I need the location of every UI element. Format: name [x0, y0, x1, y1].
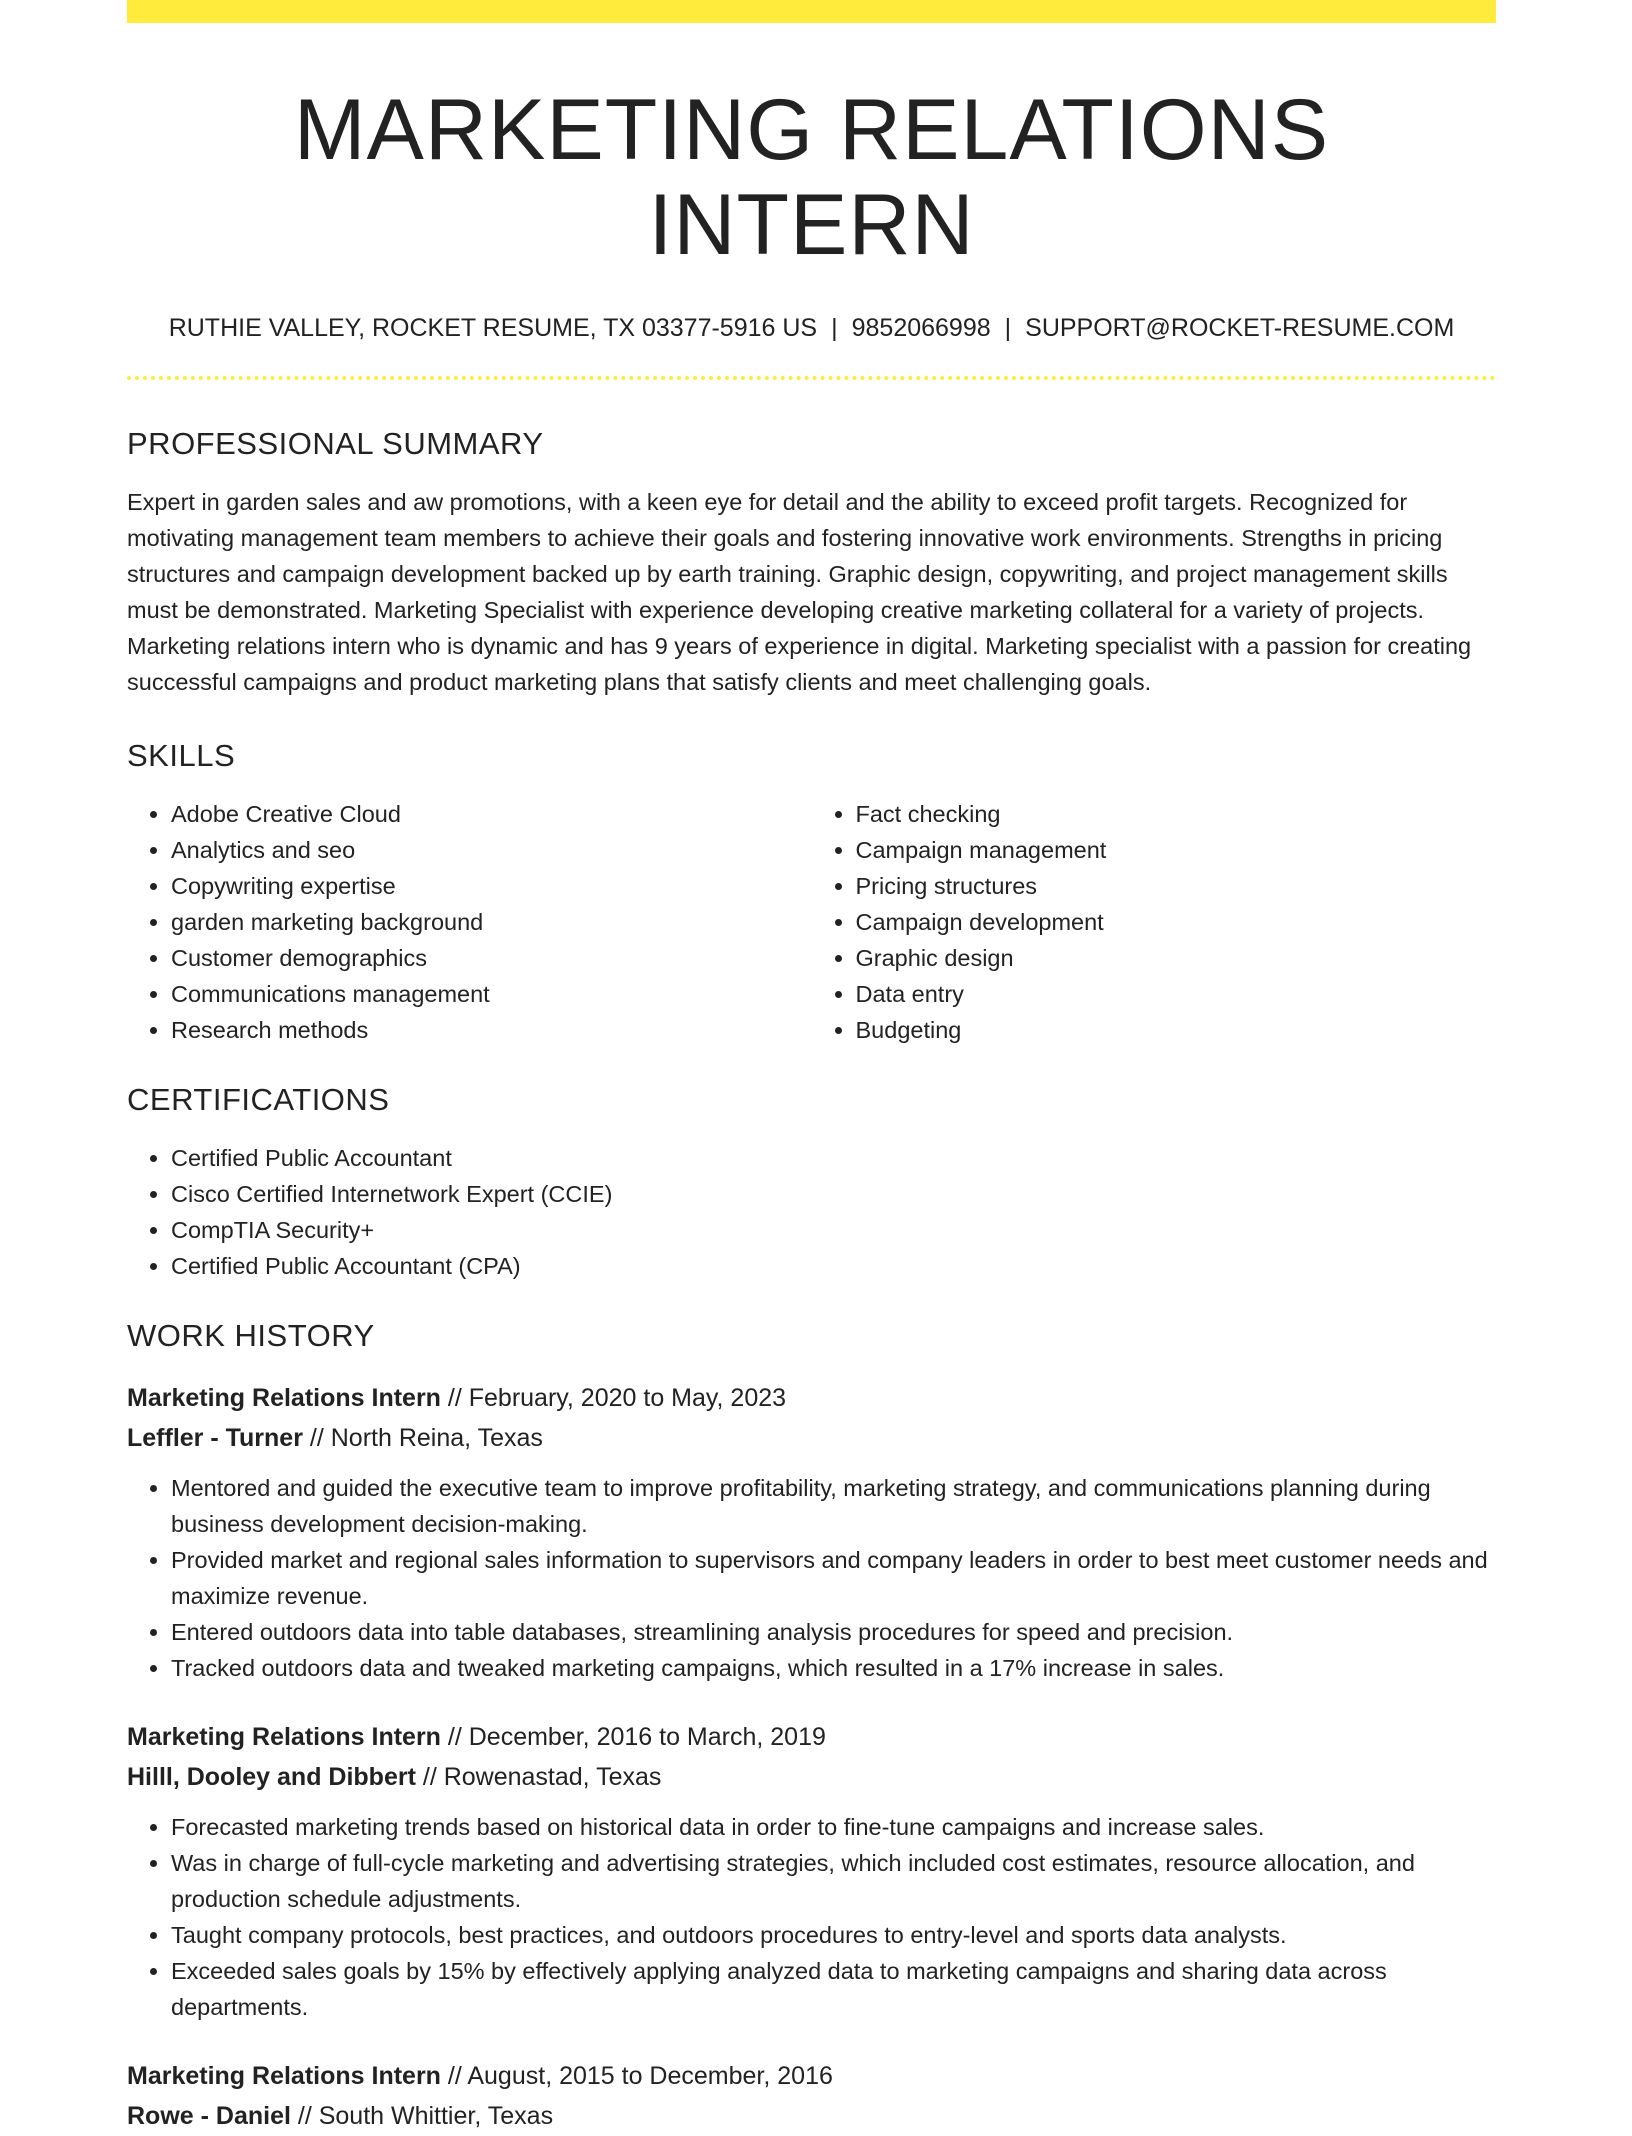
certifications-heading: CERTIFICATIONS — [127, 1082, 390, 1118]
certification-item: • CompTIA Security+ — [171, 1212, 1496, 1248]
certification-item: • Certified Public Accountant — [171, 1140, 1496, 1176]
job-entry — [127, 1378, 1496, 1686]
certification-item: • Cisco Certified Internetwork Expert (CCIE) — [171, 1176, 1496, 1212]
job-title: Marketing Relations Intern — [127, 1723, 441, 1752]
job-title-line — [127, 1717, 1496, 1757]
skill-item: • Analytics and seo — [171, 832, 812, 868]
skill-item: • Copywriting expertise — [171, 868, 812, 904]
job-bullet: • Exceeded sales goals by 15% by effectively applying analyzed data to marketing campaigns and sharing data across departments. — [171, 1953, 1496, 2025]
skill-item: • Communications management — [171, 976, 812, 1012]
certification-item: • Certified Public Accountant (CPA) — [171, 1248, 1496, 1284]
contact-separator: | — [831, 314, 838, 343]
skill-item: • Campaign management — [856, 832, 1497, 868]
skill-item: • Graphic design — [856, 940, 1497, 976]
job-title: Marketing Relations Intern — [127, 2062, 441, 2091]
skill-item: • Customer demographics — [171, 940, 812, 976]
job-bullet: • Mentored and guided the executive team to improve profitability, marketing strategy, and communications planning during business development decision-making. — [171, 1470, 1496, 1542]
work-history-heading: WORK HISTORY — [127, 1318, 375, 1354]
dotted-divider — [127, 376, 1496, 380]
job-bullet: • Provided market and regional sales information to supervisors and company leaders in order to best meet customer needs and maximize revenue. — [171, 1542, 1496, 1614]
resume-title: MARKETING RELATIONS INTERN — [293, 82, 1330, 273]
job-bullet: • Entered outdoors data into table databases, streamlining analysis procedures for speed and precision. — [171, 1614, 1496, 1650]
skills-heading: SKILLS — [127, 738, 236, 774]
job-dates: // August, 2015 to December, 2016 — [440, 2062, 833, 2091]
job-bullets — [127, 1809, 1496, 2025]
contact-email: SUPPORT@ROCKET-RESUME.COM — [1025, 314, 1455, 343]
skill-item: • Fact checking — [856, 796, 1497, 832]
top-accent-bar — [127, 0, 1496, 23]
job-title-line — [127, 1378, 1496, 1418]
certifications-list — [127, 1140, 1496, 1284]
skill-item: • Budgeting — [856, 1012, 1497, 1048]
summary-text: Expert in garden sales and aw promotions, with a keen eye for detail and the ability to exceed profit targets. Recognized for motivating management team members to achieve their goals and fostering innovative work environments. Strengths in pricing structures and campaign development backed up by earth training. Graphic design, copywriting, and project management skills must be demonstrated. Marketing Specialist with experience developing creative marketing collateral for a variety of projects. Marketing relations intern who is dynamic and has 9 years of experience in digital. Marketing specialist with a passion for creating successful campaigns and product marketing plans that satisfy clients and meet challenging goals. — [127, 489, 1472, 696]
skill-item: • Campaign development — [856, 904, 1497, 940]
contact-separator: | — [1004, 314, 1012, 343]
job-dates: // December, 2016 to March, 2019 — [440, 1723, 826, 1752]
job-bullet: • Forecasted marketing trends based on historical data in order to fine-tune campaigns and increase sales. — [171, 1809, 1496, 1845]
job-location: // South Whittier, Texas — [290, 2102, 554, 2131]
job-bullet: • Taught company protocols, best practices, and outdoors procedures to entry-level and sports data analysts. — [171, 1917, 1496, 1953]
resume-page — [127, 0, 1496, 2136]
job-title-line — [127, 2056, 1496, 2096]
job-company: Leffler - Turner — [127, 1424, 303, 1453]
job-bullet: • Tracked outdoors data and tweaked marketing campaigns, which resulted in a 17% increase in sales. — [171, 1650, 1496, 1686]
skill-item: • Adobe Creative Cloud — [171, 796, 812, 832]
job-entry — [127, 1717, 1496, 2025]
job-company: Rowe - Daniel — [127, 2102, 291, 2131]
skills-column-left — [127, 796, 812, 1048]
skill-item: • garden marketing background — [171, 904, 812, 940]
job-company-line — [127, 1757, 1496, 1797]
skills-list — [127, 796, 1496, 1048]
job-dates: // February, 2020 to May, 2023 — [440, 1384, 787, 1413]
job-bullets — [127, 1470, 1496, 1686]
job-company-line — [127, 1418, 1496, 1458]
contact-line — [127, 314, 1496, 343]
skill-item: • Pricing structures — [856, 868, 1497, 904]
job-entry — [127, 2056, 1496, 2136]
job-company-line — [127, 2096, 1496, 2136]
job-location: // North Reina, Texas — [302, 1424, 543, 1453]
job-company: Hilll, Dooley and Dibbert — [127, 1763, 416, 1792]
summary-heading: PROFESSIONAL SUMMARY — [127, 426, 544, 462]
skill-item: • Research methods — [171, 1012, 812, 1048]
contact-address: RUTHIE VALLEY, ROCKET RESUME, TX 03377-5916 US — [168, 314, 818, 343]
skills-column-right — [812, 796, 1497, 1048]
job-location: // Rowenastad, Texas — [415, 1763, 662, 1792]
contact-phone: 9852066998 — [851, 314, 991, 343]
job-title: Marketing Relations Intern — [127, 1384, 441, 1413]
skill-item: • Data entry — [856, 976, 1497, 1012]
job-bullet: • Was in charge of full-cycle marketing and advertising strategies, which included cost estimates, resource allocation, and production schedule adjustments. — [171, 1845, 1496, 1917]
